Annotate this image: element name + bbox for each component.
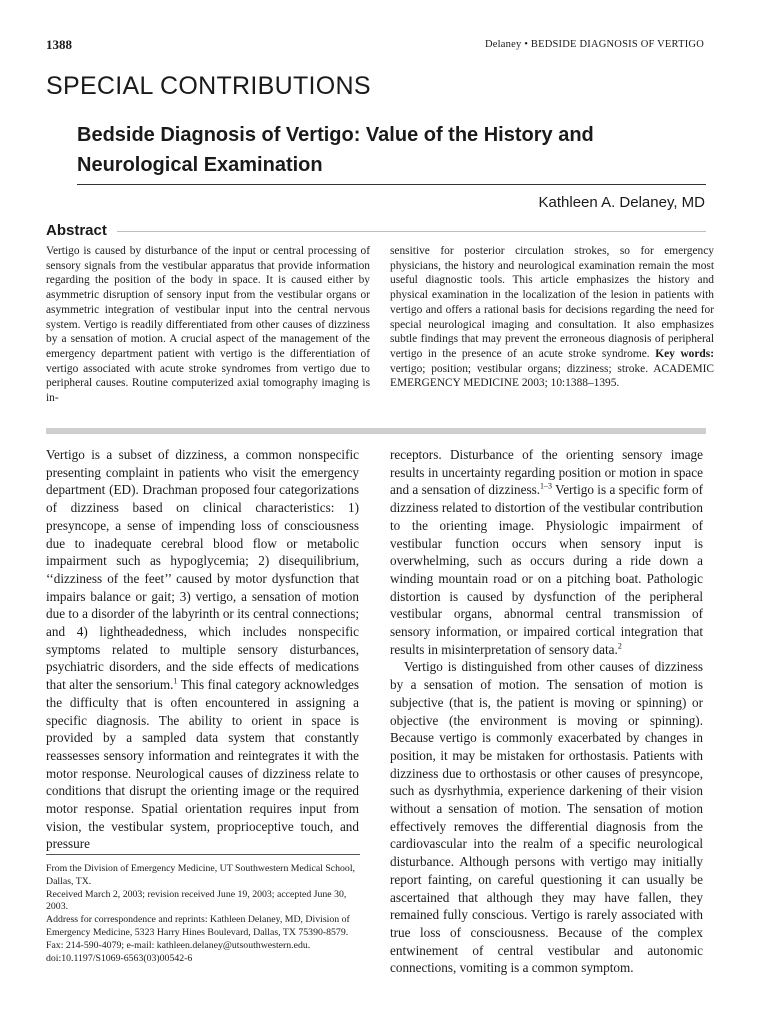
article-title: Bedside Diagnosis of Vertigo: Value of the History and Neurological Examination [77, 124, 594, 176]
running-head: Delaney • BEDSIDE DIAGNOSIS OF VERTIGO [485, 39, 704, 50]
body-text: Vertigo is a subset of dizziness, a common nonspecific presenting complaint in patients who visit the emergency department (ED). Drachman proposed four categorizations of dizziness based on clinical characteristics: 1) presyncope, a sense of impending loss of consciousness due to inadequate cerebral blood flow or metabolic impairment such as hypoglycemia; 2) disequilibrium, ‘‘dizziness of the feet’’ caused by motor dysfunction that impairs balance or gait; 3) vertigo, a sensation of motion due to a disorder of the labyrinth or its central connections; and 4) lightheadedness, which includes nonspecific symptoms related to multiple sensory disturbances, psychiatric disorders, and the side effects of medications that alter the sensorium. [46, 447, 359, 693]
footnote-doi: doi:10.1197/S1069-6563(03)00542-6 [46, 952, 193, 964]
body-paragraph [46, 446, 359, 853]
body-left-column [46, 446, 359, 853]
abstract-left-column [46, 244, 370, 406]
abstract-text-right: sensitive for posterior circulation strokes, so for emergency physicians, the history and neurological examination remain the most useful diagnostic tools. This article emphasizes the history and physical examination in the localization of the lesion in patients with vertigo and offers a rational basis for decisions regarding the need for special neurological imaging and consultation. It also emphasizes subtle findings that may prevent the erroneous diagnosis of peripheral vertigo in the presence of an acute stroke syndrome. [390, 245, 714, 360]
abstract-divider [117, 231, 706, 232]
body-text: This final category acknowledges the difficulty that is often encountered in assigning a specific diagnosis. The ability to orient in space is provided by a sampled data system that constantly reassesses sensory information and reintegrates it with the motor response. Neurological causes of dizziness relate to conditions that disrupt the orienting image or the required motor response. Spatial orientation requires input from vision, the vestibular system, proprioceptive touch, and pressure [46, 677, 359, 852]
abstract-right-column [390, 244, 714, 391]
section-label: SPECIAL CONTRIBUTIONS [46, 72, 371, 100]
abstract-text-left: Vertigo is caused by disturbance of the input or central processing of sensory signals from the vestibular apparatus that provide information regarding the position of the body in space. It is caused either by asymmetric disruption of sensory input from the vestibular organs or asymmetric integration of vestibular input into the central nervous system. Vertigo is readily differentiated from other causes of dizziness by a sensation of motion. A crucial aspect of the management of the emergency department patient with vertigo is the differentiation of vertigo associated with acute stroke syndromes from vertigo due to peripheral causes. Routine computerized axial tomography imaging is in- [46, 245, 370, 405]
footnote-affiliation: From the Division of Emergency Medicine, UT Southwestern Medical School, Dallas, TX. [46, 863, 356, 887]
citation-superscript: 1 [173, 676, 178, 686]
body-paragraph [390, 446, 703, 658]
abstract-heading: Abstract [46, 222, 107, 239]
keywords-label: Key words: [655, 347, 714, 360]
body-text: receptors. Disturbance of the orienting sensory image results in uncertainty regarding position or motion in space and a sensation of dizziness. [390, 447, 703, 498]
page-number: 1388 [46, 37, 72, 52]
citation-superscript: 2 [617, 641, 622, 651]
section-separator-band [46, 428, 706, 434]
body-paragraph: Vertigo is distinguished from other causes of dizziness by a sensation of motion. The sensation of motion is subjective (that is, the patient is moving or spinning) or objective (the environment is moving or spinning). Because vertigo is commonly exacerbated by changes in position, it may be mistaken for orthostasis. Patients with dizziness due to orthostasis or other causes of presyncope, such as dysrhythmia, experience darkening of their vision without a sensation of motion. The sensation of motion effectively removes the differential diagnosis from the cardiovascular into the realm of a specific neurological disturbance. Although persons with vertigo may initially report fainting, on careful questioning it can usually be ascertained that although they may have fallen, they remained fully conscious. Vertigo is rarely associated with true loss of consciousness. Because of the complex entwinement of central vestibular and autonomic connections, vomiting is a common symptom. [390, 659, 703, 976]
footnote-divider [46, 854, 360, 855]
footnote-received: Received March 2, 2003; revision received June 19, 2003; accepted June 30, 2003. [46, 888, 347, 913]
keywords-text: vertigo; position; vestibular organs; dizziness; stroke. ACADEMIC EMERGENCY MEDICINE 2003; 10:1388–1395. [390, 362, 714, 390]
body-right-column [390, 446, 703, 977]
footnote-correspondence: Address for correspondence and reprints: Kathleen Delaney, MD, Division of Emergency Medicine, 5323 Harry Hines Boulevard, Dallas, TX 75390-8579. Fax: 214-590-4079; e-mail: kathleen.delaney@utsouthwestern.edu. [46, 914, 350, 951]
citation-superscript: 1–3 [540, 482, 553, 492]
footnotes [46, 863, 360, 965]
body-text: Vertigo is a specific form of dizziness related to distortion of the vestibular contribution to the orienting image. Physiologic impairment of vestibular function occurs when sensory input is overwhelming, such as occurs during a ride down a winding mountain road or on a pitching boat. Pathologic distortion is caused by dysfunction of the peripheral vestibular organs, abnormal central transmission of sensory information, or impaired cortical integration that results in misinterpretation of sensory data. [390, 482, 703, 657]
title-divider [77, 184, 706, 185]
author-line: Kathleen A. Delaney, MD [538, 194, 705, 211]
